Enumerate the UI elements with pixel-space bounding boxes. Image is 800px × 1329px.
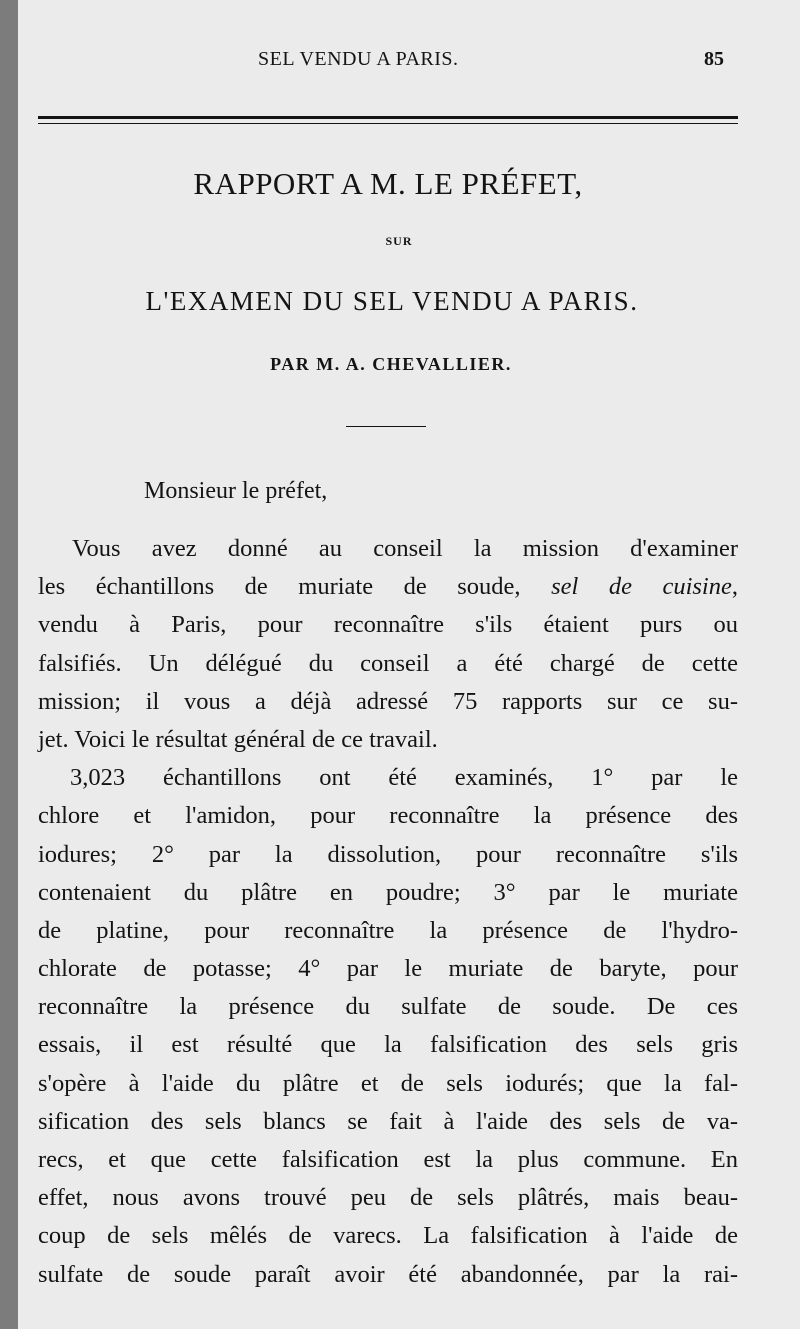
running-head-title: SEL VENDU A PARIS. <box>258 48 459 70</box>
text-line: s'opère à l'aide du plâtre et de sels iodurés; que la fal- <box>38 1069 738 1097</box>
salutation: Monsieur le préfet, <box>144 478 328 504</box>
title-connector: SUR <box>385 234 413 248</box>
running-head <box>18 48 800 72</box>
text-line: vendu à Paris, pour reconnaître s'ils étaient purs ou <box>38 611 738 639</box>
report-author: PAR M. A. CHEVALLIER. <box>270 354 512 374</box>
text-line: coup de sels mêlés de varecs. La falsification à l'aide de <box>38 1222 738 1250</box>
text-span: les échantillons de muriate de soude, <box>38 573 552 601</box>
text-line: iodures; 2° par la dissolution, pour reconnaître s'ils <box>38 840 738 868</box>
text-line: 3,023 échantillons ont été examinés, 1° par le <box>70 764 738 792</box>
text-line: jet. Voici le résultat général de ce travail. <box>38 725 438 753</box>
text-line: de platine, pour reconnaître la présence de l'hydro- <box>38 916 738 944</box>
text-line: recs, et que cette falsification est la plus commune. En <box>38 1146 738 1173</box>
text-line <box>38 568 738 606</box>
text-line: effet, nous avons trouvé peu de sels plâtrés, mais beau- <box>38 1184 738 1212</box>
italic-term: sel de cuisine <box>551 573 732 601</box>
text-line: sification des sels blancs se fait à l'aide des sels de va- <box>38 1107 738 1135</box>
text-line: sulfate de soude paraît avoir été abandonnée, par la rai- <box>38 1260 738 1288</box>
text-line: contenaient du plâtre en poudre; 3° par le muriate <box>38 878 738 906</box>
report-title: RAPPORT A M. LE PRÉFET, <box>193 166 583 201</box>
report-subtitle: L'EXAMEN DU SEL VENDU A PARIS. <box>145 286 639 316</box>
text-line: reconnaître la présence du sulfate de soude. De ces <box>38 993 738 1021</box>
body-text <box>38 530 738 1294</box>
text-line: chlore et l'amidon, pour reconnaître la présence des <box>38 802 738 830</box>
text-span: , <box>731 573 738 601</box>
book-page <box>18 0 800 1329</box>
double-rule-divider <box>38 116 738 124</box>
page-number: 85 <box>704 48 724 70</box>
text-line: chlorate de potasse; 4° par le muriate de baryte, pour <box>38 955 738 983</box>
text-line: mission; il vous a déjà adressé 75 rapports sur ce su- <box>38 687 738 715</box>
text-line: essais, il est résulté que la falsification des sels gris <box>38 1031 738 1059</box>
text-line: Vous avez donné au conseil la mission d'examiner <box>72 535 738 562</box>
short-rule-divider <box>346 426 426 427</box>
text-line: falsifiés. Un délégué du conseil a été chargé de cette <box>38 649 738 677</box>
